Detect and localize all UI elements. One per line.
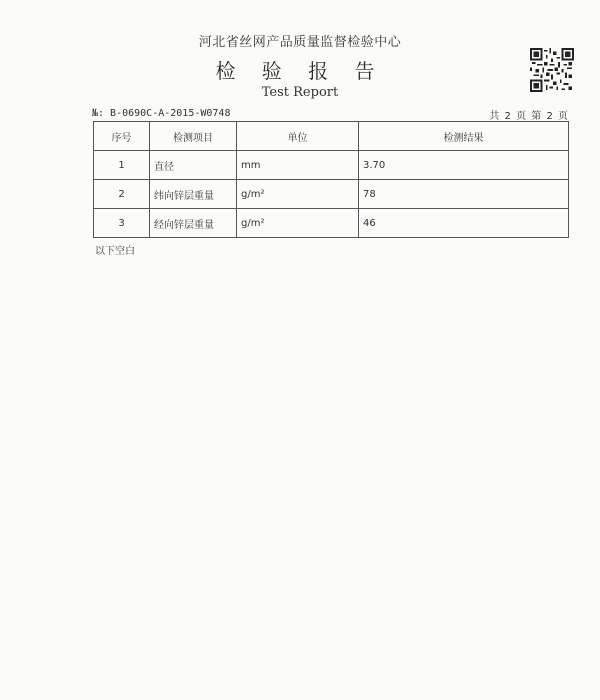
blank-below-note: 以下空白 [95,246,135,257]
row-item: 经向锌层重量 [150,209,237,238]
table-row [94,151,569,180]
header-item: 检测项目 [150,122,237,151]
row-result: 46 [359,209,569,238]
header-no: 序号 [94,122,150,151]
organization-name: 河北省丝网产品质量监督检验中心 [198,35,402,50]
page-indicator: 共 2 页 第 2 页 [489,111,569,122]
table-row [94,209,569,238]
table-row [94,180,569,209]
row-unit: mm [237,151,359,180]
row-result: 78 [359,180,569,209]
qr-code-icon [530,48,574,92]
row-item: 直径 [150,151,237,180]
header-unit: 单位 [237,122,359,151]
table-header-row [94,122,569,151]
report-number: №: B-0690C-A-2015-W0748 [92,108,231,119]
results-table [93,121,569,238]
report-title: 检 验 报 告 [215,59,385,83]
header-result: 检测结果 [359,122,569,151]
row-number: 1 [94,151,150,180]
row-number: 3 [94,209,150,238]
report-subtitle: Test Report [261,85,339,100]
row-number: 2 [94,180,150,209]
row-result: 3.70 [359,151,569,180]
row-unit: g/m² [237,209,359,238]
row-item: 纬向锌层重量 [150,180,237,209]
row-unit: g/m² [237,180,359,209]
